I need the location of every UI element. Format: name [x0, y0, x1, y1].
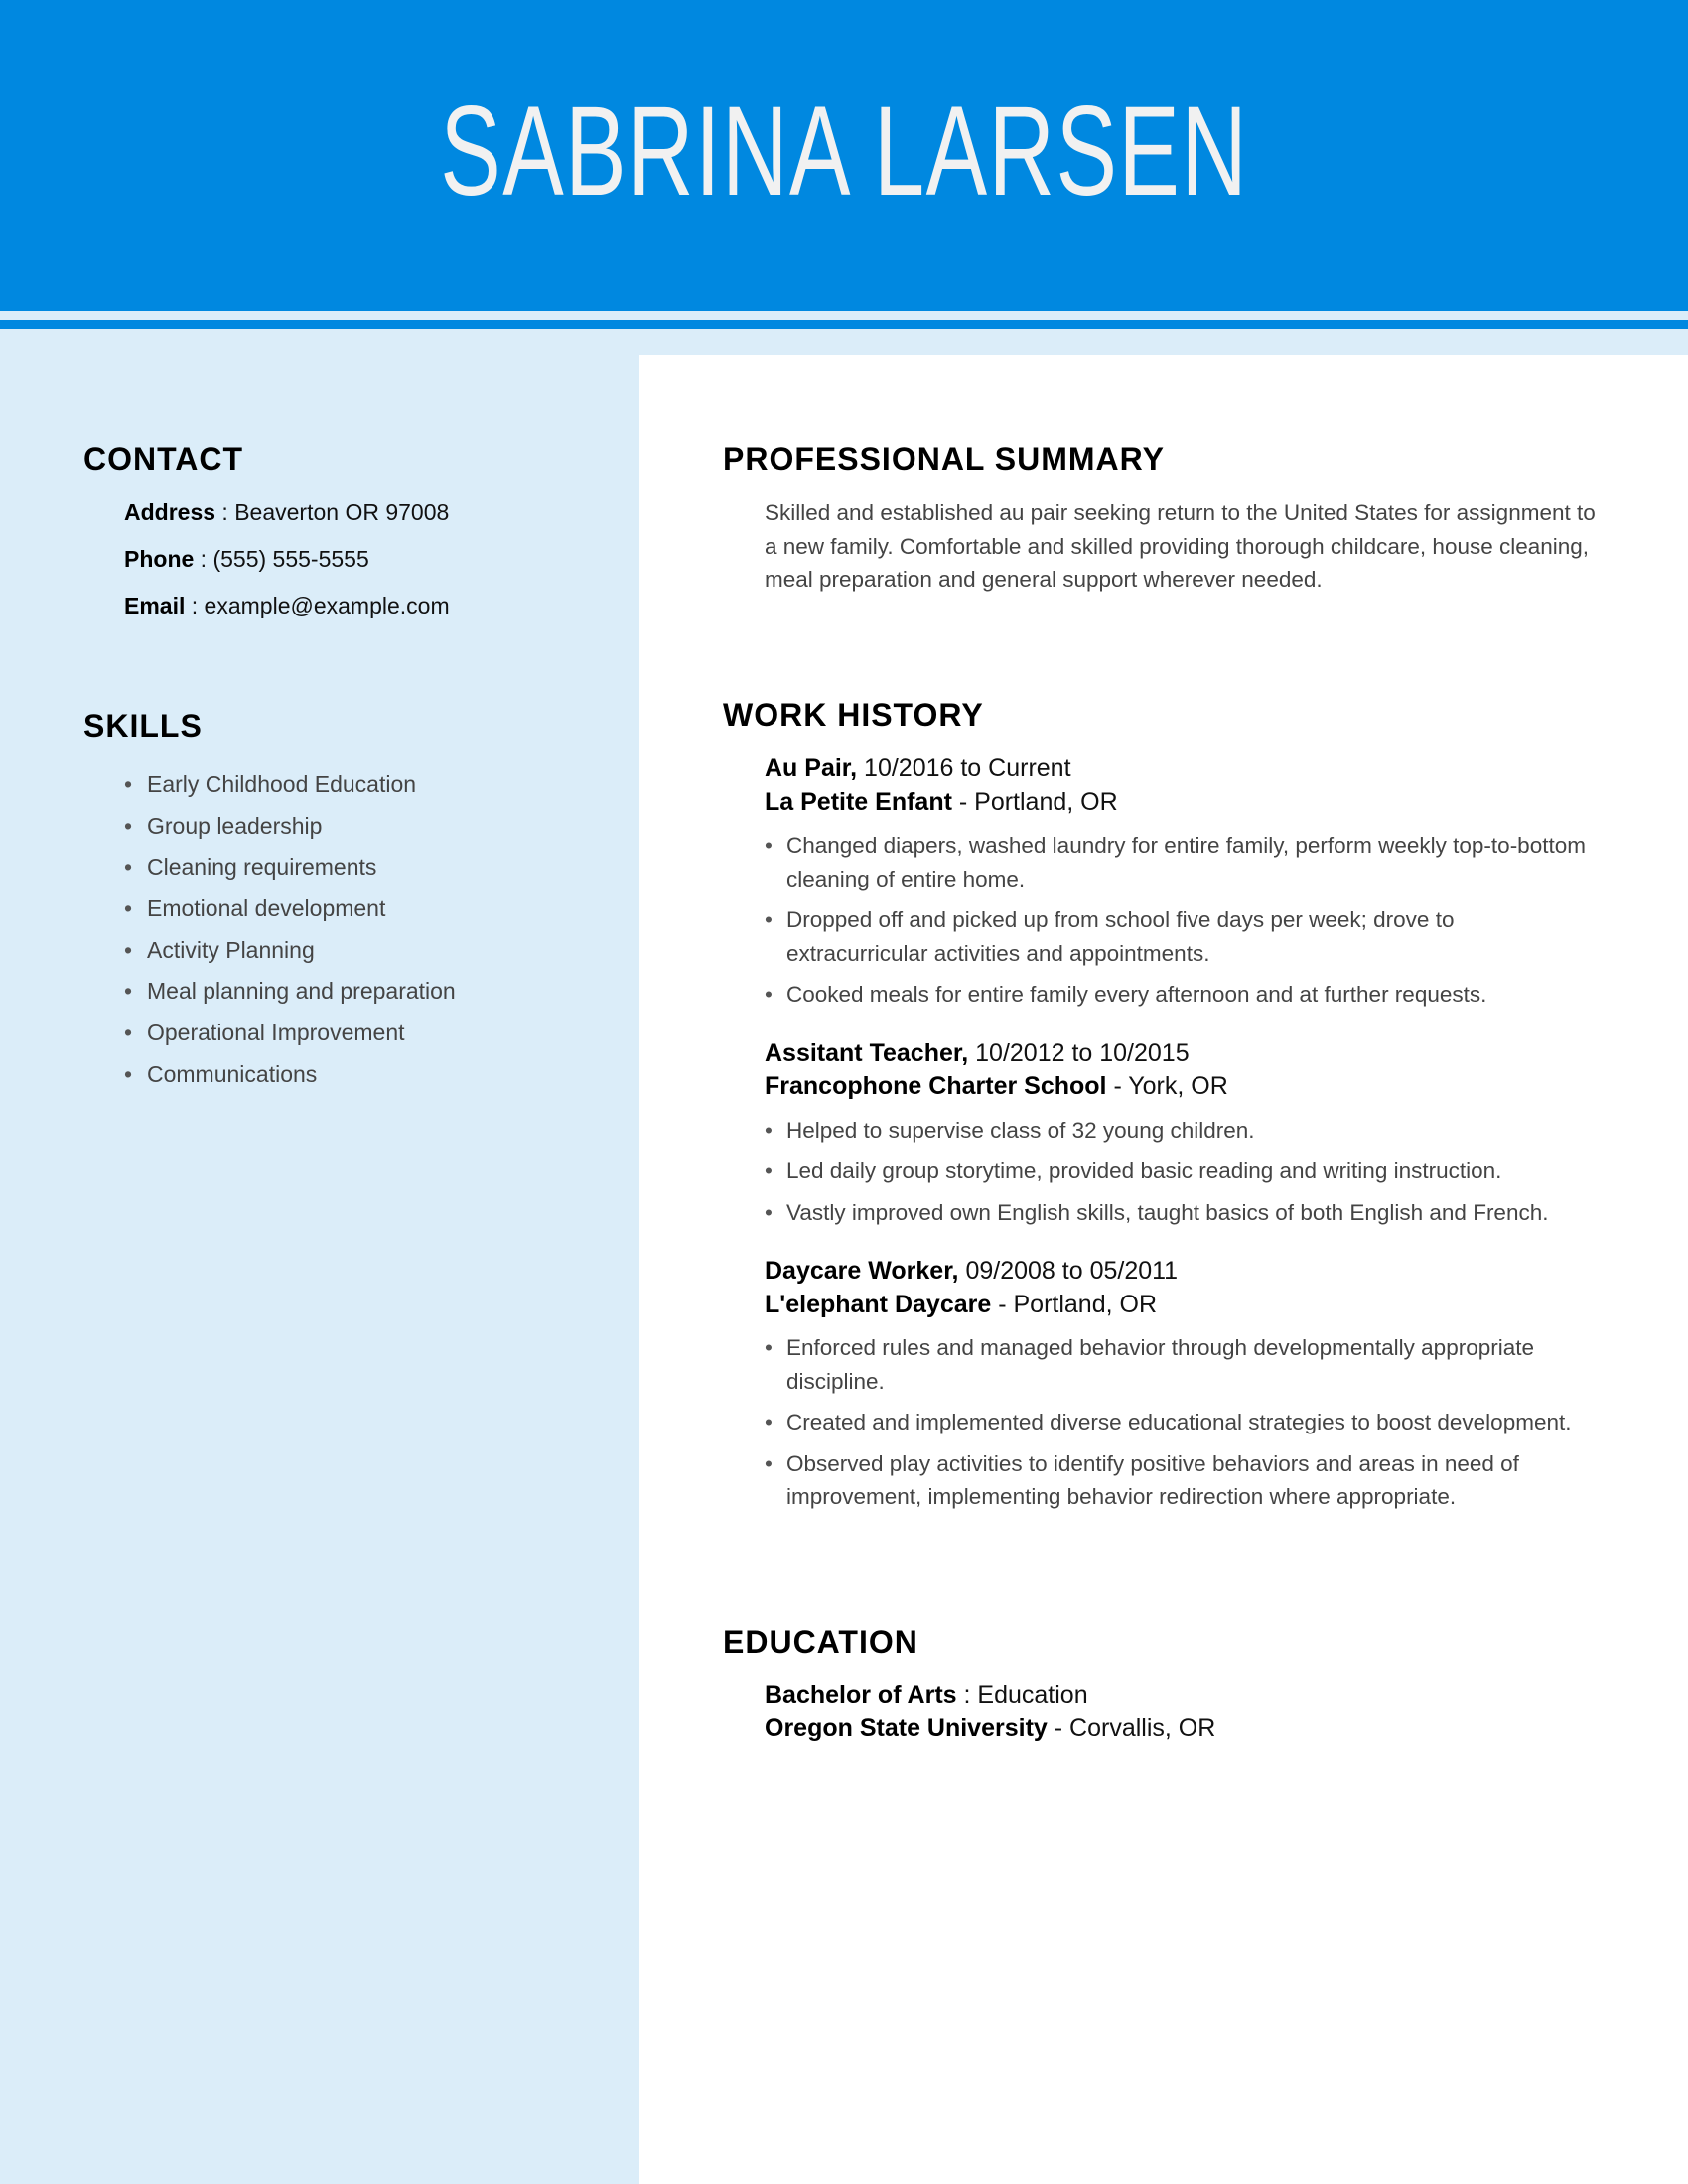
job-bullet: • Vastly improved own English skills, taught basics of both English and French.: [765, 1196, 1589, 1230]
summary-heading: PROFESSIONAL SUMMARY: [723, 441, 1165, 477]
contact-address: Address : Beaverton OR 97008: [124, 499, 450, 525]
field: : Education: [963, 1681, 1088, 1708]
contact-phone: Phone : (555) 555-5555: [124, 546, 369, 572]
job-bullet: • Changed diapers, washed laundry for entire family, perform weekly top-to-bottom cleaning of entire home.: [765, 829, 1589, 895]
job-employer: L'elephant Daycare: [765, 1290, 992, 1318]
job-bullet: • Cooked meals for entire family every afternoon and at further requests.: [765, 978, 1589, 1012]
job-employer: La Petite Enfant: [765, 787, 952, 816]
work-heading: WORK HISTORY: [723, 697, 984, 733]
header-stripe: [0, 320, 1688, 329]
job-bullet: • Dropped off and picked up from school five days per week; drove to extracurricular activities and appointments.: [765, 903, 1589, 970]
email-value: example@example.com: [204, 593, 450, 618]
skill-item: • Activity Planning: [124, 930, 456, 972]
phone-value: (555) 555-5555: [212, 546, 369, 572]
education-heading: EDUCATION: [723, 1624, 918, 1660]
skill-item: • Communications: [124, 1054, 456, 1096]
school-location: - Corvallis, OR: [1054, 1713, 1216, 1742]
skill-item: • Early Childhood Education: [124, 764, 456, 806]
job-bullet: • Observed play activities to identify positive behaviors and areas in need of improvement, implementing behavior redirection where appropriate.: [765, 1447, 1589, 1514]
job-dates: 10/2012 to 10/2015: [975, 1038, 1190, 1067]
job-bullet: • Led daily group storytime, provided basic reading and writing instruction.: [765, 1155, 1589, 1188]
job-title: Assitant Teacher,: [765, 1038, 969, 1067]
contact-list: [124, 489, 450, 629]
contact-heading: CONTACT: [83, 441, 244, 477]
summary-text: Skilled and established au pair seeking return to the United States for assignment to a new family. Comfortable and skilled providing thorough childcare, house cleaning, meal preparation and general support wherever needed.: [765, 500, 1596, 592]
work-list: [723, 752, 1617, 1540]
skill-item: • Operational Improvement: [124, 1013, 456, 1054]
job-entry: [765, 1037, 1617, 1230]
address-label: Address: [124, 499, 216, 525]
job-dates: 09/2008 to 05/2011: [965, 1257, 1179, 1285]
job-bullet: • Enforced rules and managed behavior through developmentally appropriate discipline.: [765, 1331, 1589, 1398]
job-title: Daycare Worker,: [765, 1257, 959, 1285]
job-bullet: • Helped to supervise class of 32 young children.: [765, 1114, 1589, 1148]
job-entry: [765, 752, 1617, 1012]
skills-list: [124, 764, 456, 1096]
skill-item: • Meal planning and preparation: [124, 971, 456, 1013]
job-location: - York, OR: [1113, 1072, 1228, 1100]
education-entry: [723, 1679, 1617, 1771]
job-title: Au Pair,: [765, 754, 858, 782]
skill-item: • Cleaning requirements: [124, 847, 456, 888]
job-location: - Portland, OR: [998, 1290, 1157, 1318]
header-banner: [0, 0, 1688, 311]
phone-label: Phone: [124, 546, 195, 572]
address-value: Beaverton OR 97008: [234, 499, 450, 525]
contact-email: Email : example@example.com: [124, 593, 450, 618]
school: Oregon State University: [765, 1713, 1048, 1742]
skill-item: • Group leadership: [124, 806, 456, 848]
job-entry: [765, 1255, 1617, 1514]
email-label: Email: [124, 593, 186, 618]
job-bullet: • Created and implemented diverse educational strategies to boost development.: [765, 1406, 1589, 1439]
skills-heading: SKILLS: [83, 708, 203, 744]
job-dates: 10/2016 to Current: [864, 754, 1071, 782]
degree: Bachelor of Arts: [765, 1681, 957, 1708]
skill-item: • Emotional development: [124, 888, 456, 930]
job-employer: Francophone Charter School: [765, 1072, 1107, 1100]
job-location: - Portland, OR: [958, 787, 1118, 816]
candidate-name: SABRINA LARSEN: [439, 80, 1249, 222]
